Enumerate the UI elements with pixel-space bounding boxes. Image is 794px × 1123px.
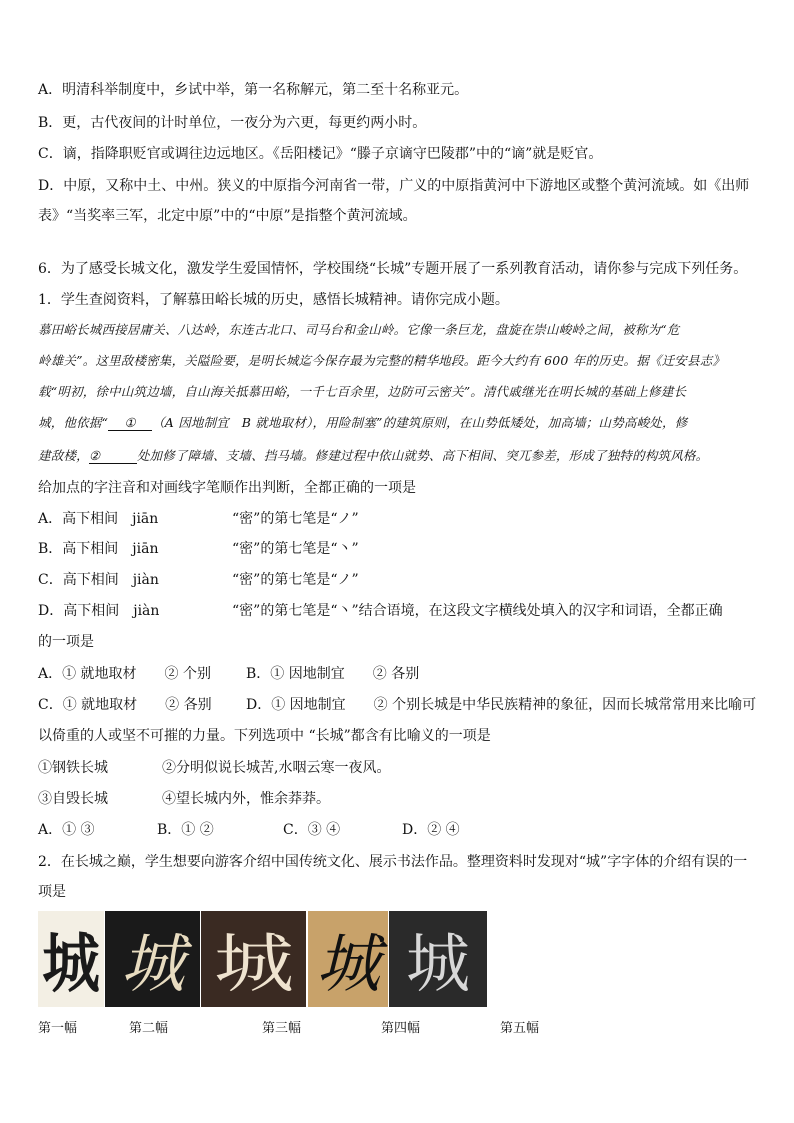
sub1-option-c-stroke: “密”的第七笔是“ノ” xyxy=(232,572,359,588)
sub2-option-c: C．① 就地取材 ② 各别 xyxy=(38,697,212,713)
sub3-item-2: ②分明似说长城苦,水咽云寒一夜风。 xyxy=(162,760,391,776)
sub3-question: 以倚重的人或坚不可摧的力量。下列选项中 “长城”都含有比喻义的一项是 xyxy=(38,728,491,744)
blank-2: ② xyxy=(89,449,137,464)
passage-line-4-end: （A 因地制宜 B 就地取材），用险制塞”的建筑原则，在山势低矮处，加高墙；山势高峻处，修 xyxy=(152,415,688,430)
caption-4: 第四幅 xyxy=(381,1021,421,1036)
calligraphy-panel-1 xyxy=(38,911,104,1007)
option-c: C．谪，指降职贬官或调往边远地区。《岳阳楼记》“滕子京谪守巴陵郡”中的“谪”就是贬官。 xyxy=(38,146,603,162)
sub2-option-d: D．① 因地制宜 ② 个别长城是中华民族精神的象征，因而长城常常用来比喻可 xyxy=(246,697,757,713)
calligraphy-glyph-5: 城 xyxy=(406,928,470,1002)
option-a: A．明清科举制度中，乡试中举，第一名称解元，第二至十名称亚元。 xyxy=(38,82,469,98)
sub1-continued: 的一项是 xyxy=(38,634,94,650)
passage-line-4-start: 城，他依据“ xyxy=(38,415,109,430)
sub3-item-1: ①钢铁长城 xyxy=(38,760,108,776)
calligraphy-glyph-2: 城 xyxy=(120,928,185,1002)
sub2-option-b: B．① 因地制宜 ② 各别 xyxy=(246,666,420,682)
sub1-option-a-stroke: “密”的第七笔是“ノ” xyxy=(232,511,359,527)
sub1-option-d-label: D．高下相间 jiàn xyxy=(38,603,160,619)
sub3-option-d: D．② ④ xyxy=(402,822,460,838)
sub1-option-a-label: A．高下相间 jiān xyxy=(38,511,159,527)
passage-line-5-start: 建敌楼， xyxy=(38,448,89,463)
option-d-line2: 表》“当奖率三军，北定中原”中的“中原”是指整个黄河流域。 xyxy=(38,208,417,224)
task-2-line-2: 项是 xyxy=(38,884,66,900)
calligraphy-glyph-1: 城 xyxy=(42,927,100,1002)
passage-line-2: 岭雄关”。这里敌楼密集，关隘险要，是明长城迄今保存最为完整的精华地段。距今大约有 600 年的历史。据《迁安县志》 xyxy=(38,353,726,368)
sub-question-1: 给加点的字注音和对画线字笔顺作出判断，全都正确的一项是 xyxy=(38,480,416,496)
task-1-intro: 1．学生查阅资料，了解慕田峪长城的历史，感悟长城精神。请你完成小题。 xyxy=(38,292,509,308)
calligraphy-panel-2 xyxy=(105,911,200,1007)
calligraphy-glyph-3: 城 xyxy=(213,928,294,1002)
passage-line-5 xyxy=(38,446,764,466)
passage-line-1: 慕田峪长城西接居庸关、八达岭，东连古北口、司马台和金山岭。它像一条巨龙，盘旋在崇山峻岭之间，被称为“危 xyxy=(38,322,680,337)
caption-1: 第一幅 xyxy=(38,1021,78,1036)
question-6-intro: 6．为了感受长城文化，激发学生爱国情怀，学校围绕“长城”专题开展了一系列教育活动，请你参与完成下列任务。 xyxy=(38,261,748,277)
caption-3: 第三幅 xyxy=(262,1021,302,1036)
sub3-option-a: A．① ③ xyxy=(38,822,95,838)
option-d-line1: D．中原，又称中土、中州。狭义的中原指今河南省一带，广义的中原指黄河中下游地区或整个黄河流域。如《出师 xyxy=(38,178,750,194)
task-2-line-1: 2．在长城之巅，学生想要向游客介绍中国传统文化、展示书法作品。整理资料时发现对“城”字字体的介绍有误的一 xyxy=(38,854,748,870)
calligraphy-glyph-4: 城 xyxy=(316,928,380,1002)
calligraphy-panel-4 xyxy=(308,911,388,1007)
sub1-option-d-stroke: “密”的第七笔是“丶”结合语境，在这段文字横线处填入的汉字和词语，全都正确 xyxy=(232,603,723,619)
sub3-option-b: B．① ② xyxy=(157,822,214,838)
option-b: B．更，古代夜间的计时单位，一夜分为六更，每更约两小时。 xyxy=(38,115,427,131)
caption-5: 第五幅 xyxy=(500,1021,540,1036)
calligraphy-panel-5 xyxy=(389,911,487,1007)
sub1-option-b-label: B．高下相间 jiān xyxy=(38,541,159,557)
caption-2: 第二幅 xyxy=(129,1021,169,1036)
sub1-option-b-stroke: “密”的第七笔是“丶” xyxy=(232,541,359,557)
blank-1: ① xyxy=(108,416,152,431)
passage-line-4 xyxy=(38,413,764,433)
passage-line-5-end: 处加修了障墙、支墙、挡马墙。修建过程中依山就势、高下相间、突兀参差，形成了独特的构筑风格。 xyxy=(136,448,709,463)
sub2-option-a: A．① 就地取材 ② 个别 xyxy=(38,666,212,682)
passage-line-3: 载“明初，徐中山筑边墙，自山海关抵慕田峪，一千七百余里，边防可云密关”。清代戚继光在明长城的基础上修建长 xyxy=(38,384,687,399)
sub1-option-c-label: C．高下相间 jiàn xyxy=(38,572,159,588)
sub3-item-3: ③自毁长城 xyxy=(38,791,108,807)
calligraphy-panel-3 xyxy=(201,911,306,1007)
sub3-option-c: C．③ ④ xyxy=(283,822,341,838)
sub3-item-4: ④望长城内外，惟余莽莽。 xyxy=(162,791,330,807)
